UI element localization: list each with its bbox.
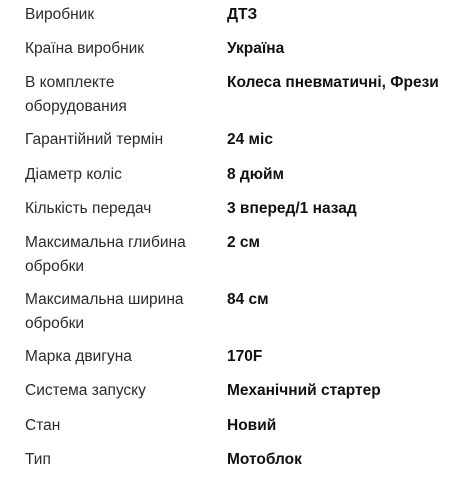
spec-value: 3 вперед/1 назад bbox=[227, 200, 357, 217]
spec-label: Система запуску bbox=[25, 382, 146, 399]
spec-label: Діаметр коліс bbox=[25, 166, 122, 183]
spec-label: Марка двигуна bbox=[25, 348, 132, 365]
spec-value: Україна bbox=[227, 40, 285, 57]
spec-value: 170F bbox=[227, 348, 263, 365]
spec-label: Країна виробник bbox=[25, 40, 145, 57]
spec-label: Стан bbox=[25, 417, 61, 434]
spec-label: Виробник bbox=[25, 6, 95, 23]
spec-value: 24 міс bbox=[227, 131, 273, 148]
spec-value: 84 см bbox=[227, 291, 269, 308]
spec-label: Максимальна ширина обробки bbox=[25, 291, 184, 332]
spec-label: Кількість передач bbox=[25, 200, 152, 217]
spec-value: Колеса пневматичні, Фрези bbox=[227, 74, 439, 91]
spec-label: Гарантійний термін bbox=[25, 131, 164, 148]
spec-label: Максимальна глибина обробки bbox=[25, 234, 186, 275]
spec-value: 2 см bbox=[227, 234, 261, 251]
spec-label: В комплекте оборудования bbox=[25, 74, 127, 115]
spec-value: ДТЗ bbox=[227, 6, 258, 23]
spec-value: Механічний стартер bbox=[227, 382, 381, 399]
spec-value: 8 дюйм bbox=[227, 166, 284, 183]
spec-label: Тип bbox=[25, 451, 51, 468]
spec-value: Новий bbox=[227, 417, 277, 434]
spec-value: Мотоблок bbox=[227, 451, 302, 468]
